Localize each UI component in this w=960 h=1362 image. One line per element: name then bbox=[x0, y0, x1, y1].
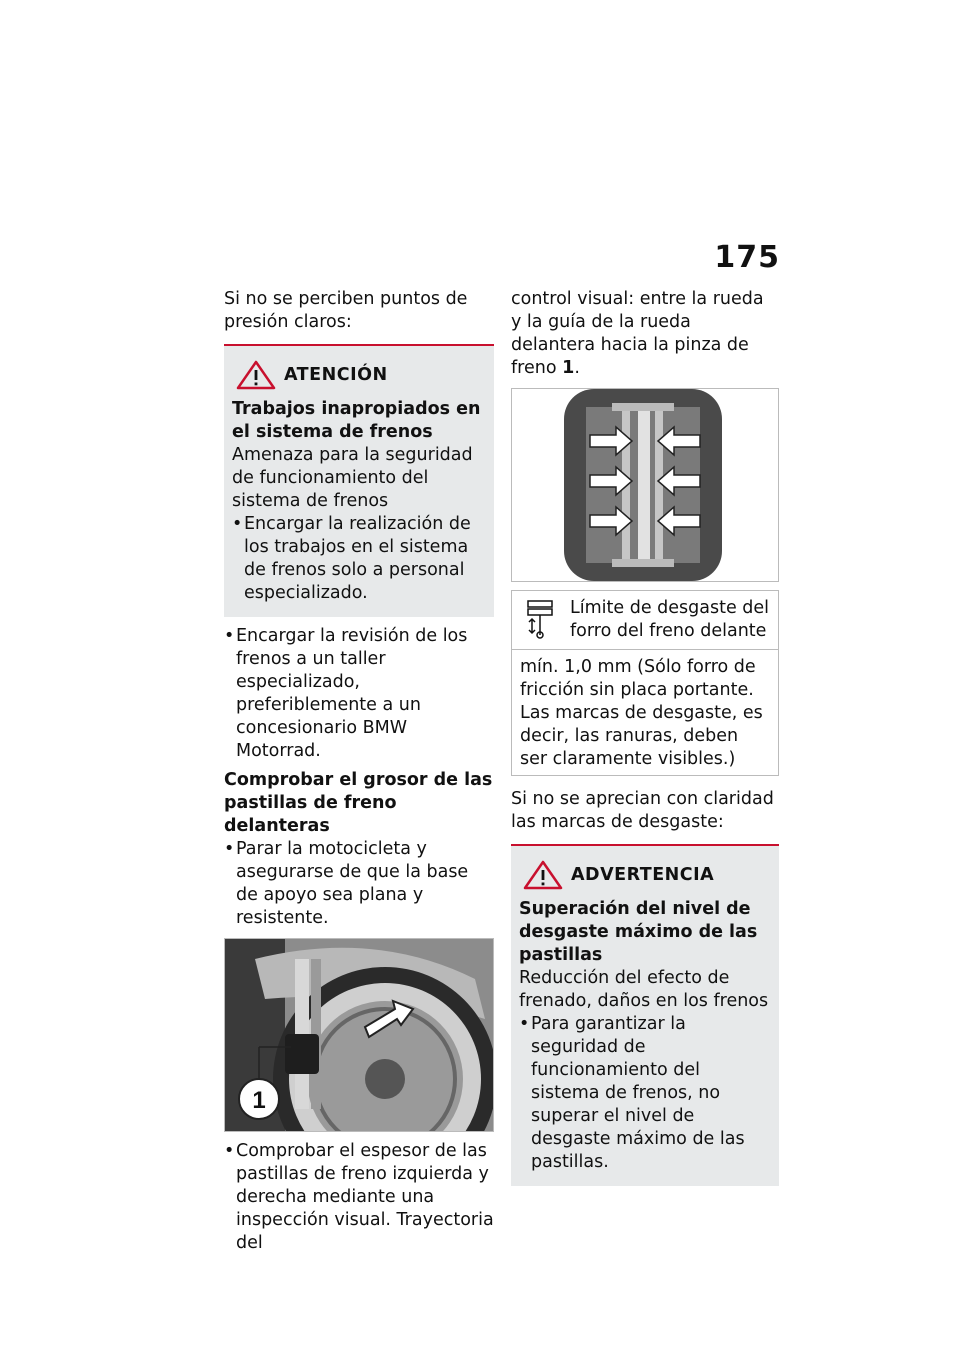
brake-pads-illustration bbox=[512, 389, 778, 581]
front-wheel-illustration bbox=[225, 939, 493, 1131]
attention-label: ATENCIÓN bbox=[284, 365, 388, 385]
spec-header bbox=[512, 591, 778, 650]
warning-triangle-icon bbox=[523, 860, 563, 890]
attention-bullet: • Encargar la realización de los trabajos en el sistema de frenos solo a personal especializado. bbox=[232, 513, 486, 605]
list-item: • Encargar la revisión de los frenos a un taller especializado, preferiblemente a un concesionario BMW Motorrad. bbox=[224, 625, 494, 763]
brake-pad-wear-icon bbox=[520, 597, 560, 641]
continuation-ref: 1 bbox=[562, 358, 575, 378]
intro-text: Si no se perciben puntos de presión claros: bbox=[224, 289, 468, 332]
after-spec-text: Si no se aprecian con claridad las marcas de desgaste: bbox=[511, 789, 774, 832]
warning-box bbox=[511, 844, 779, 1186]
front-wheel-figure bbox=[224, 938, 494, 1132]
continuation-text bbox=[511, 288, 779, 380]
warning-header bbox=[523, 860, 771, 890]
attention-text: Amenaza para la seguridad de funcionamiento del sistema de frenos bbox=[232, 445, 473, 511]
attention-box bbox=[224, 344, 494, 617]
section-heading: Comprobar el grosor de las pastillas de freno delanteras bbox=[224, 770, 493, 836]
continuation-body: control visual: entre la rueda y la guía de la rueda delantera hacia la pinza de freno bbox=[511, 289, 764, 378]
attention-heading: Trabajos inapropiados en el sistema de frenos bbox=[232, 399, 481, 442]
warning-bullet: • Para garantizar la seguridad de funcionamiento del sistema de frenos, no superar el nivel de desgaste máximo de las pastillas. bbox=[519, 1013, 771, 1174]
left-column bbox=[224, 288, 494, 1261]
spec-table bbox=[511, 590, 779, 776]
warning-triangle-icon bbox=[236, 360, 276, 390]
warning-heading: Superación del nivel de desgaste máximo de las pastillas bbox=[519, 899, 758, 965]
continuation-end: . bbox=[574, 358, 580, 378]
warning-text: Reducción del efecto de frenado, daños en los frenos bbox=[519, 968, 769, 1011]
spec-value: mín. 1,0 mm (Sólo forro de fricción sin placa portante. Las marcas de desgaste, es decir, las ranuras, deben ser claramente visibles.) bbox=[520, 657, 763, 769]
attention-header bbox=[236, 360, 486, 390]
spec-title: Límite de desgaste del forro del freno delante bbox=[570, 598, 770, 641]
list-item: • Parar la motocicleta y asegurarse de que la base de apoyo sea plana y resistente. bbox=[224, 838, 494, 930]
right-column bbox=[511, 288, 779, 1194]
page-number: 175 bbox=[714, 240, 780, 275]
brake-pads-figure bbox=[511, 388, 779, 582]
figure-callout-number: 1 bbox=[252, 1087, 266, 1114]
list-item: • Comprobar el espesor de las pastillas de freno izquierda y derecha mediante una inspección visual. Trayectoria del bbox=[224, 1140, 494, 1255]
warning-label: ADVERTENCIA bbox=[571, 865, 715, 885]
